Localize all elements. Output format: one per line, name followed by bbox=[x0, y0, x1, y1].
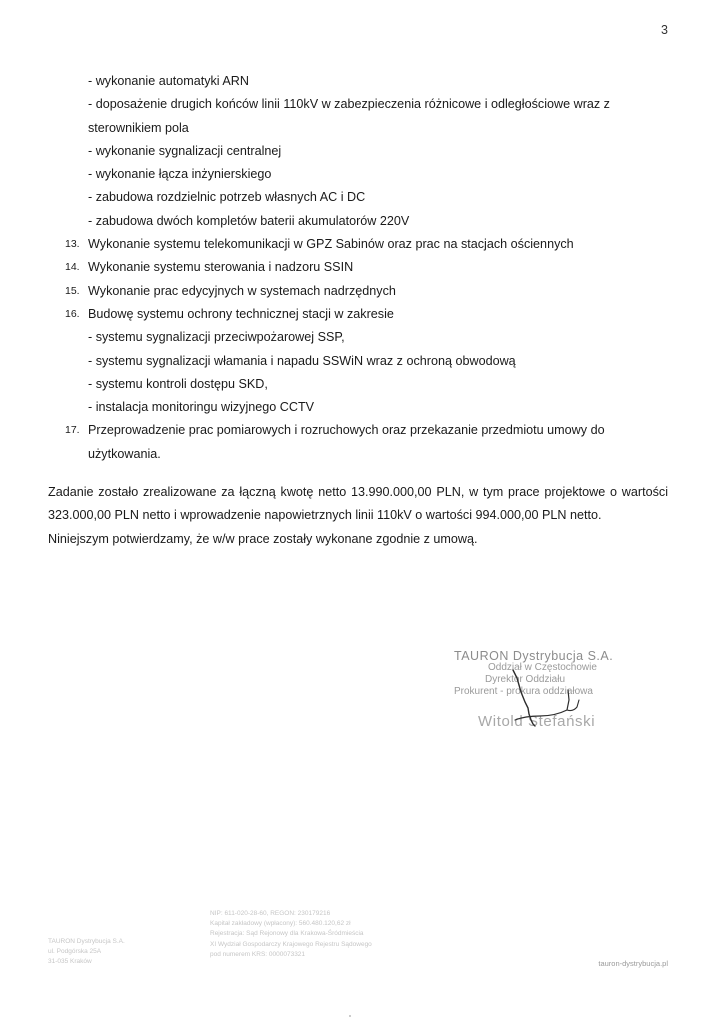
numbered-item bbox=[48, 419, 668, 466]
sub-list-a bbox=[48, 70, 668, 233]
list-item: - wykonanie automatyki ARN bbox=[88, 74, 249, 88]
item-number: 14. bbox=[65, 261, 80, 274]
footer-address bbox=[48, 937, 125, 967]
document-body bbox=[48, 70, 668, 551]
item-text: Budowę systemu ochrony technicznej stacji w zakresie bbox=[88, 306, 394, 321]
list-item: - wykonanie łącza inżynierskiego bbox=[88, 167, 272, 182]
footer-registration bbox=[210, 909, 372, 960]
footer-website: tauron-dystrybucja.pl bbox=[598, 959, 668, 968]
numbered-list-b bbox=[48, 233, 668, 326]
footer-line: ul. Podgórska 25A bbox=[48, 948, 102, 955]
numbered-item bbox=[48, 280, 668, 303]
list-item: - zabudowa rozdzielnic potrzeb własnych AC i DC bbox=[88, 190, 366, 205]
page-number: 3 bbox=[661, 23, 668, 37]
footer-line: Kapitał zakładowy (wpłacony): 560.480.120,62 zł bbox=[210, 920, 351, 928]
item-text: Wykonanie systemu telekomunikacji w GPZ Sabinów oraz prac na stacjach ościennych bbox=[88, 237, 574, 252]
numbered-item bbox=[48, 233, 668, 256]
handwritten-signature bbox=[455, 650, 615, 740]
list-item: - instalacja monitoringu wizyjnego CCTV bbox=[88, 400, 315, 415]
numbered-item bbox=[48, 303, 668, 326]
list-item: - systemu kontroli dostępu SKD, bbox=[88, 376, 268, 391]
list-item: - systemu sygnalizacji przeciwpożarowej SSP, bbox=[88, 330, 345, 345]
item-text: Wykonanie prac edycyjnych w systemach nadrzędnych bbox=[88, 283, 396, 298]
scan-speck bbox=[349, 1015, 351, 1017]
item-number: 17. bbox=[65, 424, 80, 437]
list-item: - doposażenie drugich końców linii 110kV w zabezpieczenia różnicowe i odległościowe wraz z sterownikiem pola bbox=[88, 97, 610, 135]
item-text: Przeprowadzenie prac pomiarowych i rozruchowych oraz przekazanie przedmiotu umowy do użytkowania. bbox=[88, 423, 605, 461]
list-item: - systemu sygnalizacji włamania i napadu SSWiN wraz z ochroną obwodową bbox=[88, 353, 516, 368]
item-number: 13. bbox=[65, 238, 80, 251]
footer-line: TAURON Dystrybucja S.A. bbox=[48, 938, 125, 945]
summary-paragraph: Zadanie zostało zrealizowane za łączną kwotę netto 13.990.000,00 PLN, w tym prace projektowe o wartości 323.000,00 PLN netto i wprowadzenie napowietrznych linii 110kV o wartości 994.000,00 PLN netto. bbox=[48, 485, 668, 523]
confirmation-paragraph: Niniejszym potwierdzamy, że w/w prace zostały wykonane zgodnie z umową. bbox=[48, 531, 478, 546]
footer-line: XI Wydział Gospodarczy Krajowego Rejestru Sądowego bbox=[210, 940, 372, 948]
item-number: 16. bbox=[65, 307, 80, 320]
footer-line: NIP: 611-020-28-60, REGON: 230179216 bbox=[210, 910, 331, 917]
footer-line: 31-035 Kraków bbox=[48, 958, 92, 965]
stamp-title: Dyrektor Oddziału bbox=[485, 674, 566, 685]
sub-list-c bbox=[48, 326, 668, 419]
item-text: Wykonanie systemu sterowania i nadzoru SSIN bbox=[88, 260, 354, 275]
item-number: 15. bbox=[65, 284, 80, 297]
list-item: - wykonanie sygnalizacji centralnej bbox=[88, 143, 282, 158]
stamp-company: TAURON Dystrybucja S.A. bbox=[454, 649, 614, 663]
footer-line: pod numerem KRS: 0000073321 bbox=[210, 950, 306, 958]
numbered-item bbox=[48, 256, 668, 279]
stamp-proxy-title: Prokurent - prokura oddziałowa bbox=[454, 686, 593, 697]
stamp-name: Witold Stefański bbox=[478, 713, 596, 730]
stamp-branch: Oddział w Częstochowie bbox=[488, 662, 597, 673]
list-item: - zabudowa dwóch kompletów baterii akumulatorów 220V bbox=[88, 213, 410, 228]
footer-line: Rejestracja: Sąd Rejonowy dla Krakowa-Śródmieścia bbox=[210, 930, 364, 938]
